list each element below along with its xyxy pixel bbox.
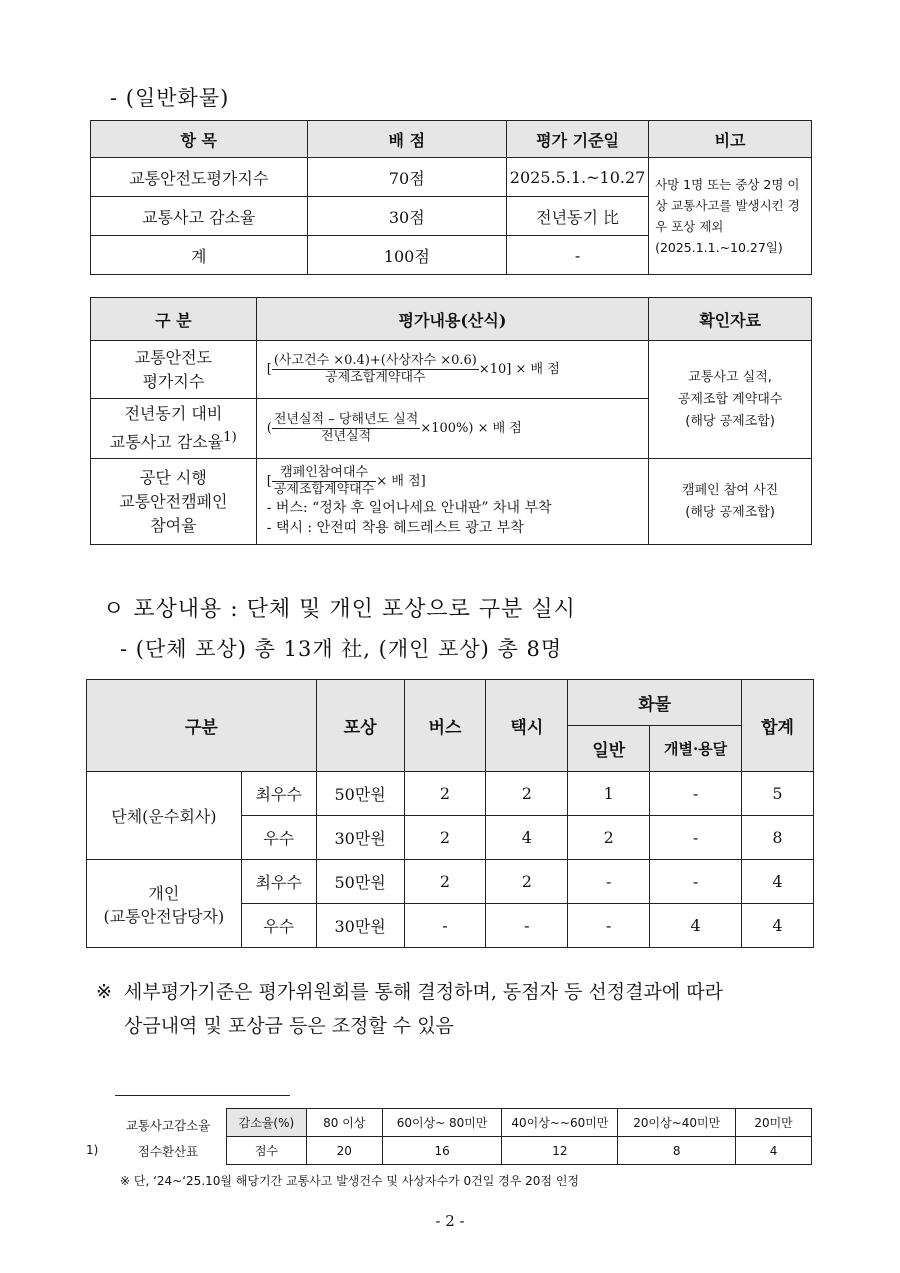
cell: 70점 — [307, 158, 507, 197]
label-line: 참여율 — [150, 515, 197, 535]
group-label-line: (교통안전담당자) — [103, 906, 225, 926]
formula-bracket: [ — [266, 362, 272, 377]
evidence-cell — [649, 341, 812, 459]
cell: 교통사고 감소율 — [91, 197, 308, 236]
header-remarks: 비고 — [649, 121, 812, 158]
footnote-divider — [115, 1095, 290, 1096]
cell: 4 — [742, 904, 814, 948]
evaluation-formula-table — [90, 297, 812, 545]
cell: - — [568, 860, 650, 904]
table-row — [91, 341, 812, 399]
formula-line — [267, 465, 638, 498]
header-taxi: 택시 — [486, 680, 568, 772]
scoring-table — [90, 120, 812, 275]
denominator: 공제조합계약대수 — [325, 370, 426, 385]
formula-safety-index — [256, 341, 648, 399]
header-category: 구 분 — [91, 298, 257, 341]
footnote-marker: 1) — [86, 1143, 99, 1157]
cell: 최우수 — [241, 772, 316, 816]
label-line: 공단 시행 — [139, 467, 207, 487]
remark-line: 상금내역 및 포상금 등은 조정할 수 있음 — [124, 1015, 454, 1037]
cell: - — [568, 904, 650, 948]
formula-bracket: [ — [266, 474, 272, 489]
cell: 30점 — [307, 197, 507, 236]
cell: 4 — [650, 904, 742, 948]
footnote-marker: 1) — [223, 430, 237, 446]
label-line: 평가지수 — [142, 371, 205, 391]
cell: 80 이상 — [306, 1109, 382, 1137]
cell: 16 — [382, 1137, 502, 1165]
cell: 2 — [486, 860, 568, 904]
cell: 60이상~ 80미만 — [382, 1109, 502, 1137]
cell: 최우수 — [241, 860, 316, 904]
section-subtitle-awards: - (단체 포상) 총 13개 社, (개인 포상) 총 8명 — [120, 637, 563, 661]
remark-block — [96, 975, 816, 1043]
cell: 100점 — [307, 236, 507, 275]
cell: 30만원 — [316, 904, 404, 948]
cell: 전년동기 比 — [507, 197, 649, 236]
footnote-label — [112, 1113, 224, 1165]
cell: 30만원 — [316, 816, 404, 860]
cell: 4 — [742, 860, 814, 904]
award-table — [86, 679, 814, 948]
table-header-row — [91, 298, 812, 341]
cell: 20이상~40미만 — [618, 1109, 736, 1137]
formula-accident-reduction — [256, 399, 648, 459]
cell: 점수 — [227, 1137, 307, 1165]
formula-tail: × 배 점] — [376, 474, 426, 489]
evidence-line: (해당 공제조합) — [685, 504, 775, 520]
cell: 4 — [736, 1137, 812, 1165]
cell: 우수 — [241, 904, 316, 948]
numerator: 전년실적 – 당해년도 실적 — [273, 412, 419, 427]
header-bus: 버스 — [404, 680, 486, 772]
header-cargo-general: 일반 — [568, 726, 650, 772]
evidence-line: (해당 공제조합) — [685, 413, 775, 429]
header-score: 배 점 — [307, 121, 507, 158]
header-total: 합계 — [742, 680, 814, 772]
cell: 20미만 — [736, 1109, 812, 1137]
cell: 2 — [404, 816, 486, 860]
header-formula: 평가내용(산식) — [256, 298, 648, 341]
cell: 40이상~~60미만 — [502, 1109, 618, 1137]
bullet-bus: - 버스: “정차 후 일어나세요 안내판” 차내 부착 — [266, 500, 552, 516]
cell: 2025.5.1.~10.27 — [507, 158, 649, 197]
table-row — [227, 1137, 812, 1165]
fraction — [272, 353, 479, 386]
row-label — [91, 459, 257, 545]
table-row — [91, 459, 812, 545]
table-header-row — [227, 1109, 812, 1137]
cell: - — [650, 772, 742, 816]
footnote-label-line: 점수환산표 — [137, 1144, 199, 1159]
label-line — [91, 426, 256, 454]
group-label — [87, 860, 242, 948]
page-number: - 2 - — [435, 1212, 465, 1230]
cell: 2 — [568, 816, 650, 860]
denominator: 전년실적 — [320, 429, 372, 444]
section-title-awards: ㅇ 포상내용 : 단체 및 개인 포상으로 구분 실시 — [103, 597, 576, 622]
table-row — [87, 772, 814, 816]
fraction — [272, 465, 376, 498]
label-text: 교통사고 감소율 — [109, 432, 224, 452]
numerator: (사고건수 ×0.4)+(사상자수 ×0.6) — [273, 353, 477, 368]
cell: 8 — [742, 816, 814, 860]
header-cargo-individual: 개별·용달 — [650, 726, 742, 772]
footnote-note: ※ 단, ‘24~‘25.10월 해당기간 교통사고 발생건수 및 사상자수가 0건일 경우 20점 인정 — [120, 1174, 580, 1188]
evidence-line: 교통사고 실적, — [688, 369, 772, 385]
score-conversion-table — [226, 1108, 812, 1165]
cell: 교통안전도평가지수 — [91, 158, 308, 197]
table-header-row — [87, 680, 814, 726]
row-label — [91, 341, 257, 399]
bullet-taxi: - 택시 : 안전띠 착용 헤드레스트 광고 부착 — [266, 520, 524, 536]
header-item: 항 목 — [91, 121, 308, 158]
header-category: 구분 — [87, 680, 317, 772]
fraction — [272, 412, 420, 445]
cell: 50만원 — [316, 860, 404, 904]
remark-symbol: ※ — [96, 981, 112, 1003]
group-label: 단체(운수회사) — [87, 772, 242, 860]
label-line: 전년동기 대비 — [124, 404, 223, 424]
formula-tail: ×100%) × 배 점 — [420, 421, 522, 436]
numerator: 캠페인참여대수 — [272, 465, 376, 482]
group-label-line: 개인 — [148, 883, 180, 903]
cell: 5 — [742, 772, 814, 816]
table-header-row — [91, 121, 812, 158]
cell: 20 — [306, 1137, 382, 1165]
denominator: 공제조합계약대수 — [273, 482, 375, 497]
cell: 2 — [486, 772, 568, 816]
cell: 1 — [568, 772, 650, 816]
header-cargo: 화물 — [568, 680, 742, 726]
evidence-line: 공제조합 계약대수 — [677, 391, 783, 407]
cell: - — [650, 860, 742, 904]
label-line: 교통안전도 — [134, 347, 213, 367]
section-title-general-cargo: - (일반화물) — [110, 86, 230, 110]
cell: 감소율(%) — [227, 1109, 307, 1137]
cell: - — [404, 904, 486, 948]
cell: - — [507, 236, 649, 275]
formula-tail: ×10] × 배 점 — [478, 362, 560, 377]
remark-line: 세부평가기준은 평가위원회를 통해 결정하며, 동점자 등 선정결과에 따라 — [124, 981, 723, 1003]
cell: 우수 — [241, 816, 316, 860]
remarks-note: 사망 1명 또는 중상 2명 이상 교통사고를 발생시킨 경우 포상 제외 (2025.1.1.~10.27일) — [649, 158, 812, 275]
header-evidence: 확인자료 — [649, 298, 812, 341]
evidence-cell — [649, 459, 812, 545]
row-label — [91, 399, 257, 459]
evidence-line: 캠페인 참여 사진 — [682, 482, 779, 498]
formula-campaign — [256, 459, 648, 545]
formula-bracket: ( — [266, 421, 272, 436]
cell: 12 — [502, 1137, 618, 1165]
header-reference-date: 평가 기준일 — [507, 121, 649, 158]
label-line: 교통안전캠페인 — [119, 491, 228, 511]
table-row — [91, 158, 812, 197]
header-award: 포상 — [316, 680, 404, 772]
cell: - — [486, 904, 568, 948]
footnote-label-line: 교통사고감소율 — [125, 1118, 211, 1133]
cell: - — [650, 816, 742, 860]
table-row — [87, 860, 814, 904]
cell: 8 — [618, 1137, 736, 1165]
cell: 50만원 — [316, 772, 404, 816]
cell: 4 — [486, 816, 568, 860]
cell: 2 — [404, 772, 486, 816]
cell: 계 — [91, 236, 308, 275]
cell: 2 — [404, 860, 486, 904]
